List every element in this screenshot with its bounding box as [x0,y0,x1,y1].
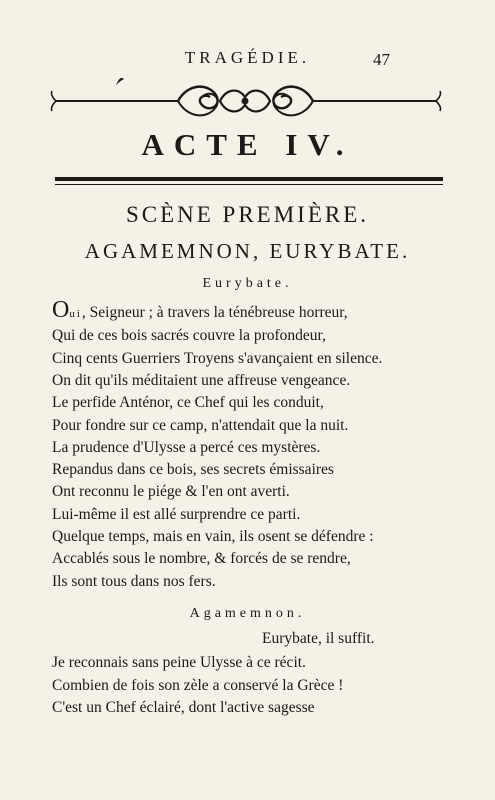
speaker-name: Eurybate. [202,276,293,291]
verse-smallcaps: ui [69,308,82,320]
verse-line: Quelque temps, mais en vain, ils osent se défendre : [52,528,374,545]
decorative-headpiece-ornament [48,82,443,120]
verse-line: Pour fondre sur ce camp, n'attendait que la nuit. [52,417,349,434]
verse-line: Repandus dans ce bois, ses secrets émissaires [52,461,334,478]
verse-line: On dit qu'ils méditaient une affreuse vengeance. [52,372,351,389]
verse-half-line: Eurybate, il suffit. [262,630,375,647]
verse-line: Accablés sous le nombre, & forcés de se rendre, [52,550,351,567]
divider-rule [55,177,443,181]
verse-line: Cinq cents Guerriers Troyens s'avançaient en silence. [52,350,383,367]
act-title: ACTE IV. [141,127,354,162]
verse-line: Ils sont tous dans nos fers. [52,573,216,590]
speaker-name: Agamemnon. [189,606,306,621]
verse-line: C'est un Chef éclairé, dont l'active sagesse [52,699,315,716]
scene-title: SCÈNE PREMIÈRE. [125,202,370,227]
small-fleuron-icon [114,75,126,87]
verse-line: Combien de fois son zèle a conservé la Grèce ! [52,677,344,694]
verse-line: La prudence d'Ulysse a percé ces mystères. [52,439,321,456]
verse-line: Ont reconnu le piége & l'en ont averti. [52,483,290,500]
verse-line: Je reconnais sans peine Ulysse à ce récit. [52,654,306,671]
running-head: TRAGÉDIE. [184,48,311,67]
page-number: 47 [373,50,390,69]
divider-rule-thin [55,184,443,185]
drop-cap: O [52,297,70,323]
verse-line: Le perfide Anténor, ce Chef qui les conduit, [52,394,324,411]
verse-line: Lui-même il est allé surprendre ce parti. [52,506,301,523]
verse-line: Qui de ces bois sacrés couvre la profondeur, [52,327,326,344]
verse-text: , Seigneur ; à travers la ténébreuse horreur, [81,304,348,321]
verse-line [52,297,348,323]
scene-characters: AGAMEMNON, EURYBATE. [84,239,411,263]
